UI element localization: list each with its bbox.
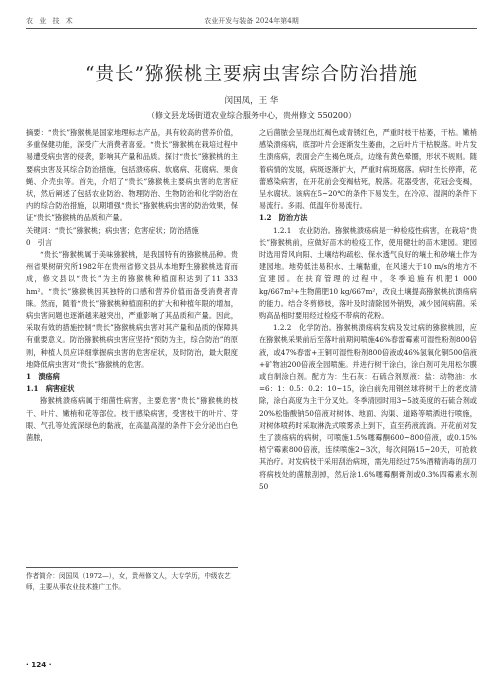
header-divider [26, 28, 477, 29]
running-header [26, 14, 477, 28]
section-heading-intro: 0 引言 [26, 237, 53, 247]
symptoms-paragraph: 猕猴桃溃疡病属于细菌性病害，主要危害“贵长”猕猴桃的枝干、叶片、嫩梢和花等部位。枝干感染病害，受害枝干的叶片、芽眼、气孔等处流深绿色的黏液，在高温高湿的条件下会分泌出白色菌脓， [26, 396, 238, 443]
subsection-heading-control: 1.2 防治方法 [259, 213, 308, 223]
article-authors: 闵国凤，王 华 [224, 96, 279, 106]
section-heading-canker: 1 溃疡病 [26, 372, 60, 382]
article-title: “贵长”猕猴桃主要病虫害综合防治措施 [85, 64, 418, 85]
author-bio-footnote: 作者简介：闵国凤（1972—），女，贵州修文人，大专学历，中级农艺师，主要从事农业技术推广工作。 [26, 572, 231, 591]
keywords: 关键词：“贵长”猕猴桃；病虫害；危害症状；防治措施 [26, 225, 199, 235]
symptoms-paragraph-continued: 之后菌脓会呈现出红褐色或青锈红色，严重时枝干枯萎，干枯。嫩梢感染溃疡病，底部叶片会逐渐发生萎曲，之后叶片干枯脱落。叶片发生溃疡病，表面会产生褐色斑点，边缘有黄色晕圈，形状不规则。随着病情的发展，病斑逐渐扩大，严重时病斑腐落。病时生长停滞，花蕾感染病害，在开花前会变褐枯死，脱落。花器受害，花冠会变褐，呈水腐状。该病在5~20℃的条件下易发生，在冷凉、湿润的条件下易流行。多雨、低温年份易流行。 [259, 128, 477, 211]
chemical-control-paragraph: 1.2.2 化学防治。猕猴桃溃疡病发病及发过病的猕猴桃园，应在猕猴桃采果前后至落叶前期间喷施46%春雷霉素可湿性粉剂800倍液，或47%春雷+王铜可湿性粉剂800倍液或46%氢氧化铜500倍液+矿物油200倍液全园喷施。并进行树干涂白，涂白剂可先用松尔膜或自制涂白剂。配方为：生石灰：石硫合剂原液：盐：动物油：水=6：1：0.5：0.2：10~15，涂白前先用钢丝球将树干上的老皮清除，涂白高度为主干分叉处。冬季清园时用3~5波美度的石硫合剂或20%松脂酸钠50倍液对树体、地面、沟渠、道路等喷洒进行喷施，对树体喷药时采取淋洗式喷雾杀上到下，直至药液流淌。开花前对发生了溃疡病的病树，可喷施1.5%噻霉酮600~800倍液，或0.15%梧宁霉素800倍液，连续喷施2~3次，每次间隔15~20天，可抢救其治疗。对发病枝干采用刮治病斑，需先用经过75%酒精消毒的刮刀将病枝处的菌脓刮掉，然后涂1.6%噻霉酮膏剂或0.3%四霉素水剂50 [259, 323, 477, 491]
author-affiliation: （修文县龙场街道农业综合服务中心，贵州修文 550200） [146, 111, 357, 120]
agricultural-control-paragraph: 1.2.1 农业防治。猕猴桃溃疡病是一种检疫性病害，在栽培“贵长”猕猴桃前，应做好苗木的检疫工作，使用健壮的苗木建园。建园时选用背风向阳、土壤结构疏松、保水透气良好的壤土和砂壤土作为建园地。地势低洼易积水、土壤黏重，在风速大于10 m/s的地方不宜建园。在扶育管理的过程中，冬季追施有机肥1 000 kg/667m²+生物菌肥10 kg/667m²，改良土壤提高猕猴桃抗溃疡病的能力。结合冬剪修枝，落叶及时清除园外销毁，减少园间病菌。采购高品相时要用经过检疫不带病的花粉。 [259, 225, 477, 321]
journal-issue-label: 农业开发与装备 2024年第4期 [204, 17, 299, 25]
abstract: 摘要：“贵长”猕猴桃是国家地理标志产品，具有较高的营养价值，多重保健功能，深受广大消费者喜爱。“贵长”猕猴桃在栽培过程中易遭受病虫害的侵袭，影响其产量和品质。探讨“贵长”猕猴桃的主要病虫害及其综合防治措施，包括溃疡病、软腐病、花腐病、果食蝇、介壳虫等。首先，介绍了“贵长”猕猴桃主要病虫害的危害症状，然后阐述了包括农业防治、物理防治、生物防治和化学防治在内的综合防治措施，以期增强“贵长”猕猴桃病虫害的防治效果，保证“贵长”猕猴桃的品质和产量。 [26, 128, 238, 223]
right-column [259, 127, 477, 493]
intro-paragraph: “贵长”猕猴桃属于美味猕猴桃，是我国特有的猕猴桃品种。贵州省果树研究所1982年在贵州省修文县从本地野生猕猴桃选育而成，修文县以“贵长”为主的猕猴桃种植面积达到了11 333 hm²。“贵长”猕猴桃因其独特的口感和营养价值而备受消费者青睐。然而，随着“贵长”猕猴桃种植面积的扩大和种植年限的增加，病虫害问题也逐渐越来越突出，严重影响了其品质和产量。因此，采取有效的措施控制“贵长”猕猴桃病虫害对其产量和品质的保障具有重要意义。防治猕猴桃病虫害应坚持“预防为主，综合防治”的原则，种植人员应详细掌握病虫害的危害症状，及时防治，最大限度地降低病虫害对“贵长”猕猴桃的危害。 [26, 250, 238, 369]
left-column [26, 127, 238, 444]
journal-section-label: 农 业 技 术 [26, 17, 75, 25]
subsection-heading-symptoms: 1.1 病害症状 [26, 384, 75, 394]
page-number: · 124 · [26, 660, 52, 669]
footnote-divider [26, 567, 238, 568]
